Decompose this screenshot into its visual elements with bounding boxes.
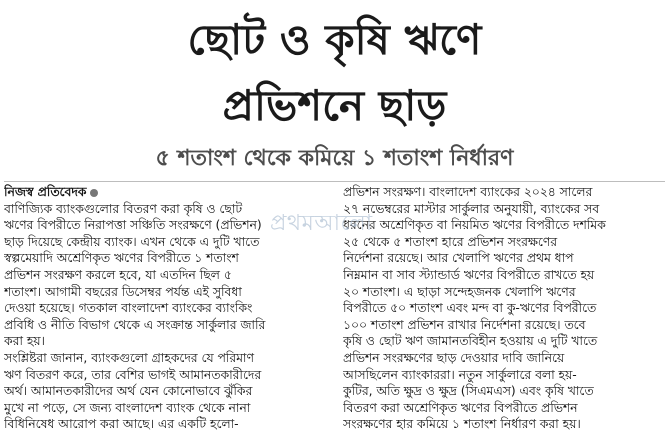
left-line: বাণিজ্যিক ব্যাংকগুলোর বিতরণ করা কৃষি ও ছোট bbox=[4, 201, 243, 216]
byline bbox=[4, 184, 324, 201]
right-line: কৃষি ও ছোট ঋণ জামানতবিহীন হওয়ায় এ দুটি খাতে bbox=[343, 334, 598, 349]
left-line: বিধিনিষেধ আরোপ করা আছে। এর একটি হলো- bbox=[4, 417, 239, 432]
right-line: ২০ শতাংশ। এ ছাড়া সন্দেহজনক খেলাপি ঋণের bbox=[343, 284, 576, 299]
right-line: সংরক্ষণের হার কমিয়ে ১ শতাংশ নির্ধারণ করা হয়। bbox=[343, 417, 581, 432]
left-line: দেওয়া হয়েছে। গতকাল বাংলাদেশ ব্যাংকের ব্যাংকিং bbox=[4, 301, 253, 316]
right-line: ধরনের অশ্রেণিকৃত বা নিয়মিত ঋণের বিপরীতে দশমিক bbox=[343, 218, 606, 233]
right-line: বিতরণ করা অশ্রেণিকৃত ঋণের বিপরীতে প্রভিশন bbox=[343, 400, 578, 415]
article-column-right bbox=[343, 184, 663, 433]
right-column-text bbox=[343, 184, 663, 433]
watermark-logo: প্রথমআলো bbox=[270, 211, 373, 236]
bullet-icon bbox=[90, 189, 98, 197]
left-line: করা হয়। bbox=[4, 334, 45, 349]
left-line: সংশ্লিষ্টরা জানান, ব্যাংকগুলো গ্রাহকদের যে পরিমাণ bbox=[4, 350, 254, 365]
right-line: প্রভিশন সংরক্ষণের ছাড় দেওয়ার দাবি জানিয়ে bbox=[343, 350, 565, 365]
right-line: নিম্নমান বা সাব স্ট্যান্ডার্ড ঋণের বিপরীতে রাখতে হয় bbox=[343, 267, 595, 282]
left-line: ঋণের বিপরীতে নিরাপত্তা সঞ্চিতি সংরক্ষণে (প্রভিশন) bbox=[4, 218, 262, 233]
left-line: অর্থ। আমানতকারীদের অর্থ যেন কোনোভাবে ঝুঁকির bbox=[4, 384, 253, 399]
byline-text: নিজস্ব প্রতিবেদক bbox=[4, 185, 87, 199]
right-line: আসছিলেন ব্যাংকাররা। নতুন সার্কুলারে বলা হয়- bbox=[343, 367, 577, 382]
right-line: ২৭ নভেম্বরের মাস্টার সার্কুলার অনুযায়ী, ব্যাংকের সব bbox=[343, 201, 600, 216]
left-line: মুখে না পড়ে, সে জন্য বাংলাদেশ ব্যাংক থেকে নানা bbox=[4, 400, 251, 415]
subheadline: ৫ শতাংশ থেকে কমিয়ে ১ শতাংশ নির্ধারণ bbox=[155, 146, 514, 171]
divider bbox=[4, 181, 665, 182]
right-line: ২৫ থেকে ৫ শতাংশ হারে প্রভিশন সংরক্ষণের bbox=[343, 234, 558, 249]
left-line: ছাড় দিয়েছে কেন্দ্রীয় ব্যাংক। এখন থেকে এ দুটি খাতে bbox=[4, 234, 260, 249]
headline-line-2: প্রভিশনে ছাড় bbox=[222, 81, 447, 130]
left-line: ঋণ বিতরণ করে, তার বেশির ভাগই আমানতকারীদের bbox=[4, 367, 262, 382]
left-line: প্রভিশন সংরক্ষণ করলে হবে, যা এতদিন ছিল ৫ bbox=[4, 267, 232, 282]
right-line: প্রভিশন সংরক্ষণ। বাংলাদেশ ব্যাংকের ২০২৪ সালের bbox=[343, 185, 593, 199]
left-line: স্বল্পমেয়াদি অশ্রেণিকৃত ঋণের বিপরীতে ১ শতাংশ bbox=[4, 251, 239, 266]
right-line: ১০০ শতাংশ প্রভিশন রাখার নির্দেশনা রয়েছে। তবে bbox=[343, 317, 586, 332]
headline-line-1: ছোট ও কৃষি ঋণে bbox=[187, 15, 482, 64]
right-line: বিপরীতে ৫০ শতাংশ এবং মন্দ বা কু-ঋণের বিপরীতে bbox=[343, 301, 597, 316]
right-line: কুটির, অতি ক্ষুদ্র ও ক্ষুদ্র (সিএমএস) এবং কৃষি খাতে bbox=[343, 384, 594, 399]
left-line: প্রবিধি ও নীতি বিভাগ থেকে এ সংক্রান্ত সার্কুলার জারি bbox=[4, 317, 266, 332]
right-line: নির্দেশনা রয়েছে। আর খেলাপি ঋণের প্রথম ধাপ bbox=[343, 251, 574, 266]
left-line: শতাংশ। আগামী বছরের ডিসেম্বর পর্যন্ত এই সুবিধা bbox=[4, 284, 242, 299]
